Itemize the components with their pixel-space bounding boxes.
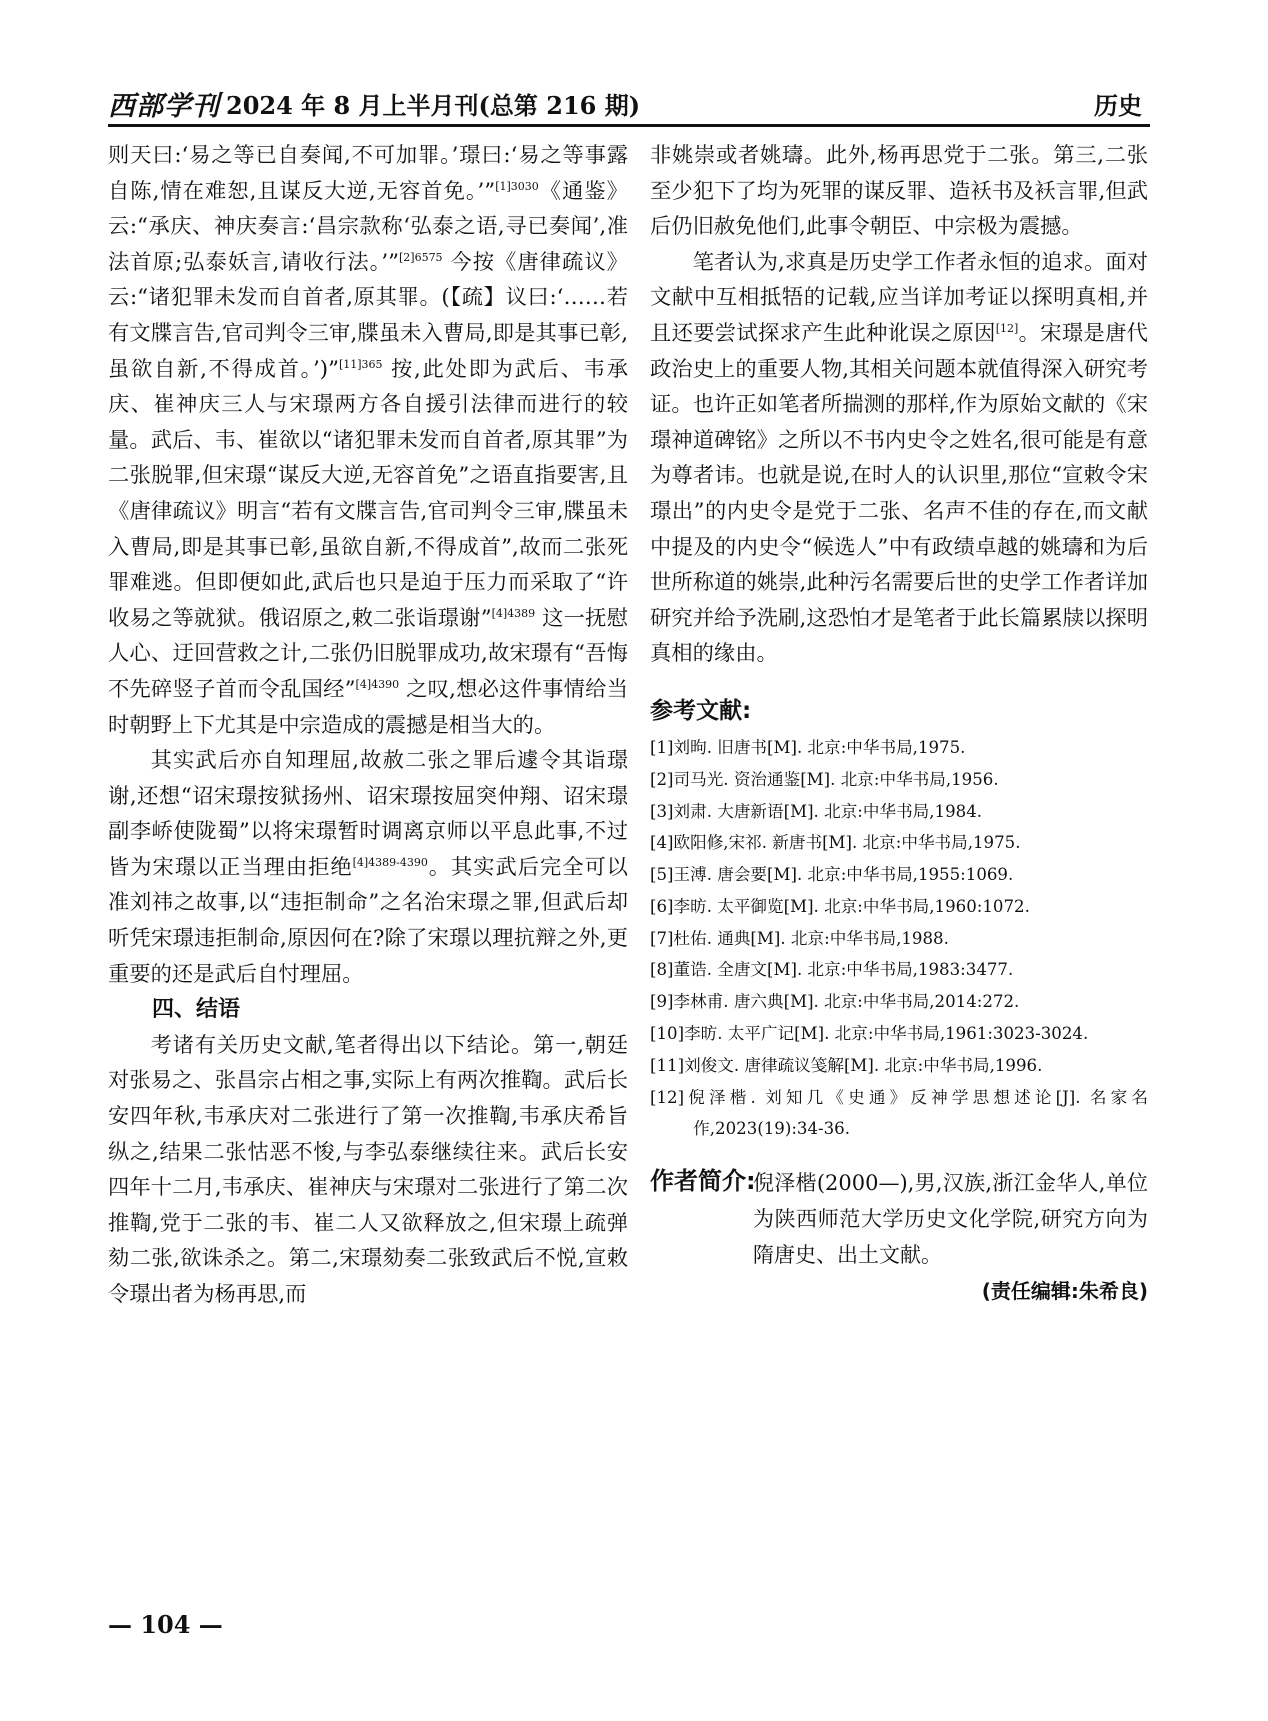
reference-item: [9]李林甫. 唐六典[M]. 北京:中华书局,2014:272. xyxy=(650,992,1020,1012)
reference-item: [6]李昉. 太平御览[M]. 北京:中华书局,1960:1072. xyxy=(650,896,1030,916)
author-bio-text: 倪泽楷(2000—),男,汉族,浙江金华人,单位为陕西师范大学历史文化学院,研究方向为隋唐史、出土文献。 xyxy=(753,1171,1148,1268)
references-title: 参考文献: xyxy=(650,697,752,724)
reference-item: [10]李昉. 太平广记[M]. 北京:中华书局,1961:3023-3024. xyxy=(650,1024,1089,1044)
right-paragraph-2: 笔者认为,求真是历史学工作者永恒的追求。面对文献中互相抵牾的记载,应当详加考证以探明真相,并且还要尝试探求产生此种讹误之原因[12]。宋璟是唐代政治史上的重要人物,其相关问题本就值得深入研究考证。也许正如笔者所揣测的那样,作为原始文献的《宋璟神道碑铭》之所以不书内史令之姓名,很可能是有意为尊者讳。也就是说,在时人的认识里,那位“宣敕令宋璟出”的内史令是党于二张、名声不佳的存在,而文献中提及的内史令“候选人”中有政绩卓越的姚璹和为后世所称道的姚崇,此种污名需要后世的史学工作者详加研究并给予洗刷,这恐怕才是笔者于此长篇累牍以探明真相的缘由。 xyxy=(650,249,1148,667)
reference-item: [4]欧阳修,宋祁. 新唐书[M]. 北京:中华书局,1975. xyxy=(650,833,1021,853)
page-header xyxy=(108,78,1150,122)
left-column xyxy=(108,138,628,1313)
reference-item: [12]倪泽楷. 刘知几《史通》反神学思想述论[J]. 名家名作,2023(19):34-36. xyxy=(650,1087,1148,1139)
reference-item: [3]刘肃. 大唐新语[M]. 北京:中华书局,1984. xyxy=(650,801,983,821)
left-paragraph-2: 其实武后亦自知理屈,故赦二张之罪后遽令其诣璟谢,还想“诏宋璟按狱扬州、诏宋璟按屈突仲翔、诏宋璟副李峤使陇蜀”以将宋璟暂时调离京师以平息此事,不过皆为宋璟以正当理由拒绝$^{[4]4389-4390}$。其实武后完全可以准刘祎之故事,以“违拒制命”之名治宋璟之罪,但武后却听凭宋璟违拒制命,原因何在?除了宋璟以理抗辩之外,更重要的还是武后自忖理屈。 xyxy=(108,748,628,987)
left-paragraph-3: 考诸有关历史文献,笔者得出以下结论。第一,朝廷对张易之、张昌宗占相之事,实际上有两次推鞫。武后长安四年秋,韦承庆对二张进行了第一次推鞫,韦承庆希旨纵之,结果二张怙恶不悛,与李弘泰继续往来。武后长安四年十二月,韦承庆、崔神庆与宋璟对二张进行了第二次推鞫,党于二张的韦、崔二人又欲释放之,但宋璟上疏弹劾二张,欲诛杀之。第二,宋璟劾奏二张致武后不悦,宣敕令璟出者为杨再思,而 xyxy=(108,1032,628,1307)
section-heading-conclusion: 四、结语 xyxy=(152,997,241,1023)
right-paragraph-1: 非姚崇或者姚璹。此外,杨再思党于二张。第三,二张至少犯下了均为死罪的谋反罪、造袄书及袄言罪,但武后仍旧赦免他们,此事令朝臣、中宗极为震撼。 xyxy=(650,143,1148,240)
reference-item: [8]董诰. 全唐文[M]. 北京:中华书局,1983:3477. xyxy=(650,960,1014,980)
reference-item: [7]杜佑. 通典[M]. 北京:中华书局,1988. xyxy=(650,928,949,948)
author-bio xyxy=(650,1165,1148,1273)
right-column xyxy=(650,138,1148,1309)
journal-logo: 西部学刊 xyxy=(108,91,220,122)
responsible-editor: (责任编辑:朱希良) xyxy=(981,1279,1148,1304)
author-bio-label: 作者简介: xyxy=(650,1167,756,1196)
issue-info: 2024 年 8 月上半月刊(总第 216 期) xyxy=(226,91,641,120)
header-rule xyxy=(108,124,1150,127)
reference-list xyxy=(650,732,1148,1145)
reference-item: [2]司马光. 资治通鉴[M]. 北京:中华书局,1956. xyxy=(650,769,999,789)
left-paragraph-1: 则天曰:‘易之等已自奏闻,不可加罪。’璟曰:‘易之等事露自陈,情在难恕,且谋反大逆,无容首免。’”$^{[1]3030}$《通鉴》云:“承庆、神庆奏言:‘昌宗款称‘弘泰之语,寻已奏闻’,准法首原;弘泰妖言,请收行法。’”$^{[2]6575}$ 今按《唐律疏议》云:“诸犯罪未发而自首者,原其罪。(【疏】议曰:‘……若有文牒言告,官司判令三审,牒虽未入曹局,即是其事已彰,虽欲自新,不得成首。’)”$^{[11]365}$ 按,此处即为武后、韦承庆、崔神庆三人与宋璟两方各自援引法律而进行的较量。武后、韦、崔欲以“诸犯罪未发而自首者,原其罪”为二张脱罪,但宋璟“谋反大逆,无容首免”之语直指要害,且《唐律疏议》明言“若有文牒言告,官司判令三审,牒虽未入曹局,即是其事已彰,虽欲自新,不得成首”,故而二张死罪难逃。但即便如此,武后也只是迫于压力而采取了“许收易之等就狱。俄诏原之,敕二张诣璟谢”$^{[4]4389}$ 这一抚慰人心、迂回营救之计,二张仍旧脱罪成功,故宋璟有“吾悔不先碎竖子首而令乱国经”$^{[4]4390}$ 之叹,想必这件事情给当时朝野上下尤其是中宗造成的震撼是相当大的。 xyxy=(108,143,628,738)
reference-item: [1]刘昫. 旧唐书[M]. 北京:中华书局,1975. xyxy=(650,737,966,757)
reference-item: [11]刘俊文. 唐律疏议笺解[M]. 北京:中华书局,1996. xyxy=(650,1055,1043,1075)
page-number: — 104 — xyxy=(108,1610,223,1639)
reference-item: [5]王溥. 唐会要[M]. 北京:中华书局,1955:1069. xyxy=(650,865,1014,885)
section-label: 历史 xyxy=(1094,92,1142,120)
